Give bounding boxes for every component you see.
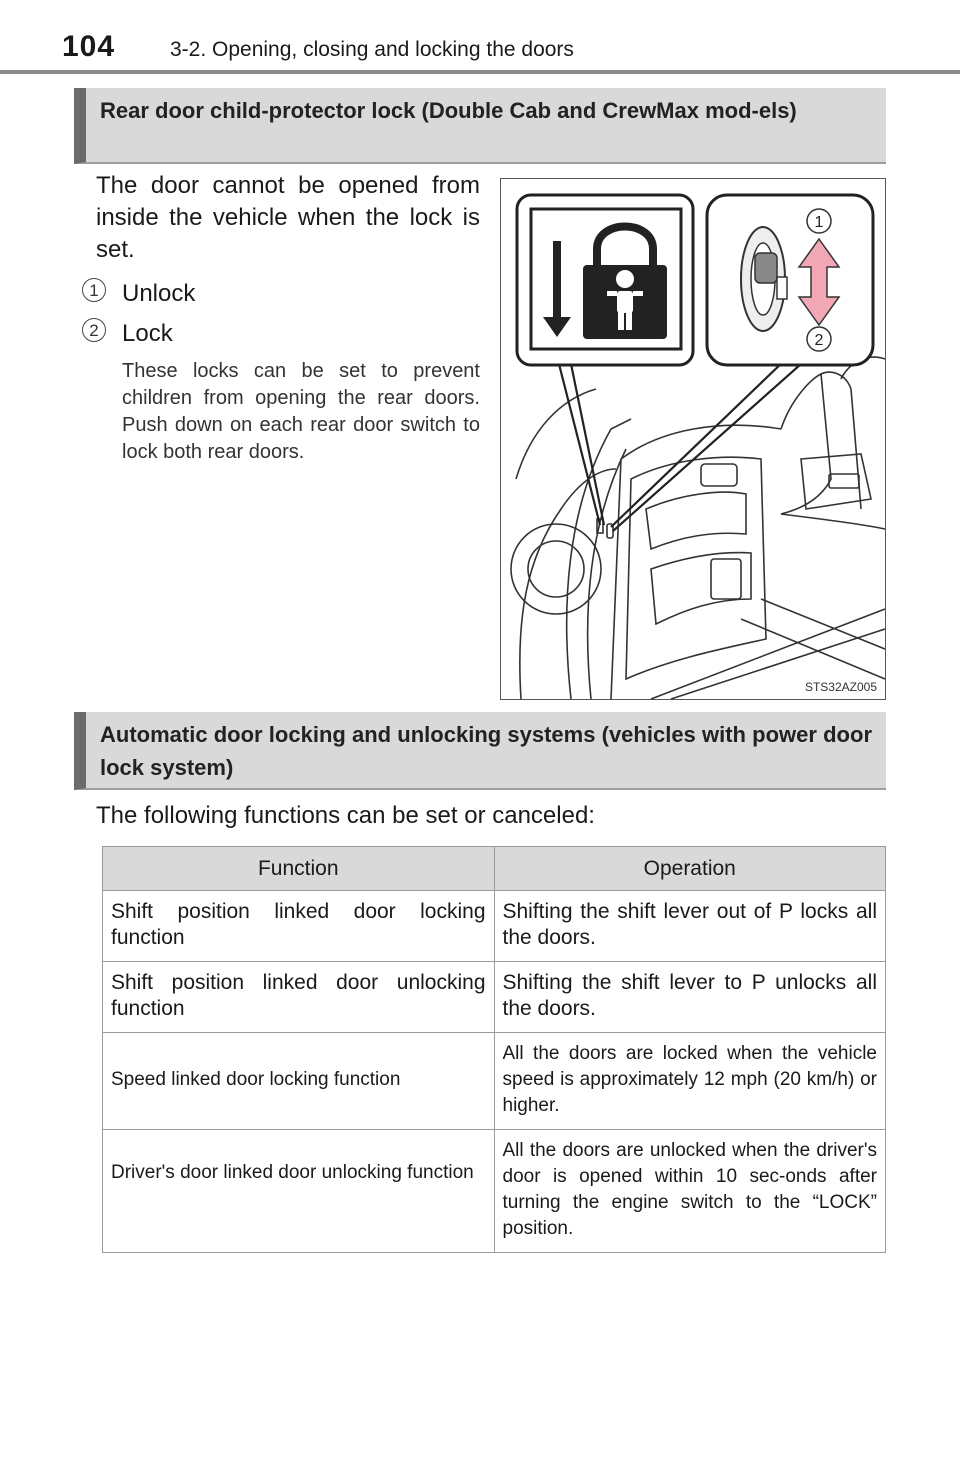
table-row bbox=[103, 1033, 886, 1130]
column-header-function: Function bbox=[103, 847, 495, 891]
function-cell: Speed linked door locking function bbox=[103, 1033, 495, 1130]
list-item-lock bbox=[82, 318, 173, 350]
figure-code: STS32AZ005 bbox=[804, 680, 877, 694]
section-heading-auto-lock: Automatic door locking and unlocking systems (vehicles with power door lock system) bbox=[74, 712, 886, 790]
callout-1-label: 1 bbox=[814, 214, 824, 231]
function-cell: Shift position linked door locking function bbox=[103, 891, 495, 962]
function-cell: Driver's door linked door unlocking function bbox=[103, 1130, 495, 1253]
column-header-operation: Operation bbox=[494, 847, 886, 891]
number-2-icon: 2 bbox=[82, 318, 106, 342]
operation-cell: All the doors are locked when the vehicle speed is approximately 12 mph (20 km/h) or higher. bbox=[494, 1033, 886, 1130]
functions-intro: The following functions can be set or canceled: bbox=[96, 802, 595, 829]
operation-cell: Shifting the shift lever to P unlocks all the doors. bbox=[494, 962, 886, 1033]
functions-table bbox=[102, 846, 886, 1253]
number-1-icon: 1 bbox=[82, 278, 106, 302]
table-row bbox=[103, 1130, 886, 1253]
operation-cell: All the doors are unlocked when the driver's door is opened within 10 sec-onds after turning the engine switch to the “LOCK” position. bbox=[494, 1130, 886, 1253]
list-item-label: Lock bbox=[122, 320, 173, 347]
list-item-unlock bbox=[82, 278, 196, 310]
table-row bbox=[103, 891, 886, 962]
operation-cell: Shifting the shift lever out of P locks all the doors. bbox=[494, 891, 886, 962]
section-heading-child-lock: Rear door child-protector lock (Double Cab and CrewMax mod-els) bbox=[74, 88, 886, 164]
door-illustration-icon bbox=[501, 179, 887, 701]
function-cell: Shift position linked door unlocking function bbox=[103, 962, 495, 1033]
page-number: 104 bbox=[62, 30, 116, 63]
list-item-label: Unlock bbox=[122, 280, 196, 307]
child-lock-note: These locks can be set to prevent children from opening the rear doors. Push down on each rear door switch to lock both rear doors. bbox=[122, 360, 480, 463]
header-rule bbox=[0, 70, 960, 74]
callout-2-label: 2 bbox=[814, 332, 824, 349]
chapter-title: 3-2. Opening, closing and locking the doors bbox=[170, 38, 574, 61]
table-header-row bbox=[103, 847, 886, 891]
table-row bbox=[103, 962, 886, 1033]
child-lock-illustration bbox=[500, 178, 886, 700]
child-lock-intro: The door cannot be opened from inside the vehicle when the lock is set. bbox=[96, 172, 480, 263]
